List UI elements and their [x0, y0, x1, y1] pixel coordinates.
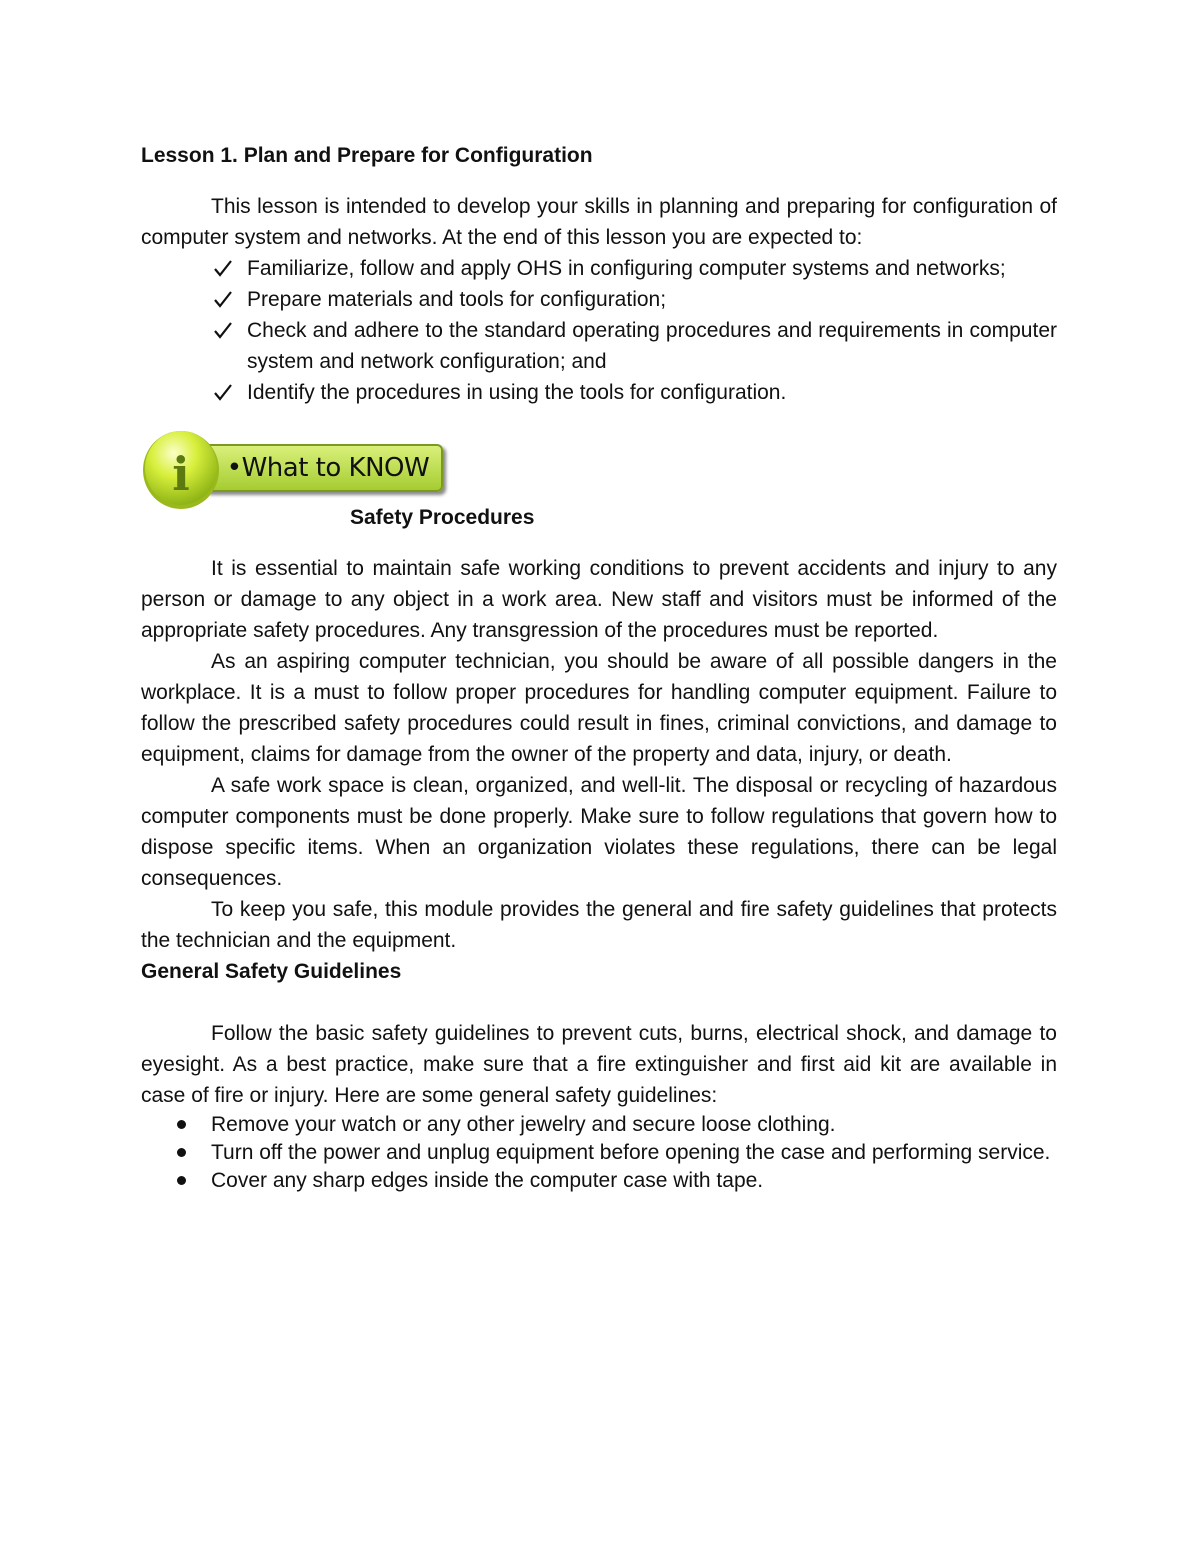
general-guidelines-list — [141, 1111, 1057, 1195]
objective-text: Check and adhere to the standard operating procedures and requirements in computer system and network configuration; and — [247, 319, 1057, 373]
info-icon — [141, 426, 221, 510]
safety-paragraph: A safe work space is clean, organized, and well-lit. The disposal or recycling of hazardous computer components must be done properly. Make sure to follow regulations that govern how to dispose specific items. When an organization violates these regulations, there can be legal consequences. — [141, 774, 1057, 890]
bullet-icon — [177, 1176, 186, 1185]
general-safety-heading: General Safety Guidelines — [141, 960, 402, 983]
intro-paragraph: This lesson is intended to develop your skills in planning and preparing for configuration of computer system and networks. At the end of this lesson you are expected to: — [141, 195, 1057, 249]
guideline-text: Remove your watch or any other jewelry and secure loose clothing. — [211, 1113, 836, 1136]
objective-item — [247, 315, 1057, 377]
checkmark-icon — [213, 315, 233, 346]
objective-item — [247, 377, 1057, 408]
objective-text: Familiarize, follow and apply OHS in configuring computer systems and networks; — [247, 257, 1006, 280]
guideline-text: Turn off the power and unplug equipment before opening the case and performing service. — [211, 1141, 1051, 1164]
safety-paragraph: As an aspiring computer technician, you should be aware of all possible dangers in the workplace. It is a must to follow proper procedures for handling computer equipment. Failure to follow the prescribed safety procedures could result in fines, criminal convictions, and damage to equipment, claims for damage from the owner of the property and data, injury, or death. — [141, 650, 1057, 766]
objective-item — [247, 284, 1057, 315]
objectives-list — [141, 253, 1057, 408]
guideline-item — [211, 1167, 1057, 1195]
guideline-text: Cover any sharp edges inside the computer case with tape. — [211, 1169, 764, 1192]
checkmark-icon — [213, 284, 233, 315]
safety-procedures-heading: Safety Procedures — [350, 506, 535, 529]
guideline-item — [211, 1111, 1057, 1139]
checkmark-icon — [213, 253, 233, 284]
safety-paragraph: It is essential to maintain safe working conditions to prevent accidents and injury to any person or damage to any object in a work area. New staff and visitors must be informed of the appropriate safety procedures. Any transgression of the procedures must be reported. — [141, 557, 1057, 642]
info-icon-letter: i — [172, 447, 190, 501]
bullet-icon — [177, 1120, 186, 1129]
lesson-title: Lesson 1. Plan and Prepare for Configuration — [141, 144, 593, 167]
document-content — [141, 140, 1057, 1195]
general-intro-paragraph: Follow the basic safety guidelines to prevent cuts, burns, electrical shock, and damage to eyesight. As a best practice, make sure that a fire extinguisher and first aid kit are available in case of fire or injury. Here are some general safety guidelines: — [141, 1022, 1057, 1107]
guideline-item — [211, 1139, 1057, 1167]
objective-text: Prepare materials and tools for configuration; — [247, 288, 667, 311]
objective-text: Identify the procedures in using the tools for configuration. — [247, 381, 787, 404]
bullet-icon — [177, 1148, 186, 1157]
objective-item — [247, 253, 1057, 284]
banner-label-box — [203, 444, 443, 492]
what-to-know-banner — [141, 426, 1057, 518]
checkmark-icon — [213, 377, 233, 408]
banner-label: •What to KNOW — [226, 453, 430, 483]
safety-paragraph: To keep you safe, this module provides the general and fire safety guidelines that protects the technician and the equipment. — [141, 898, 1057, 952]
